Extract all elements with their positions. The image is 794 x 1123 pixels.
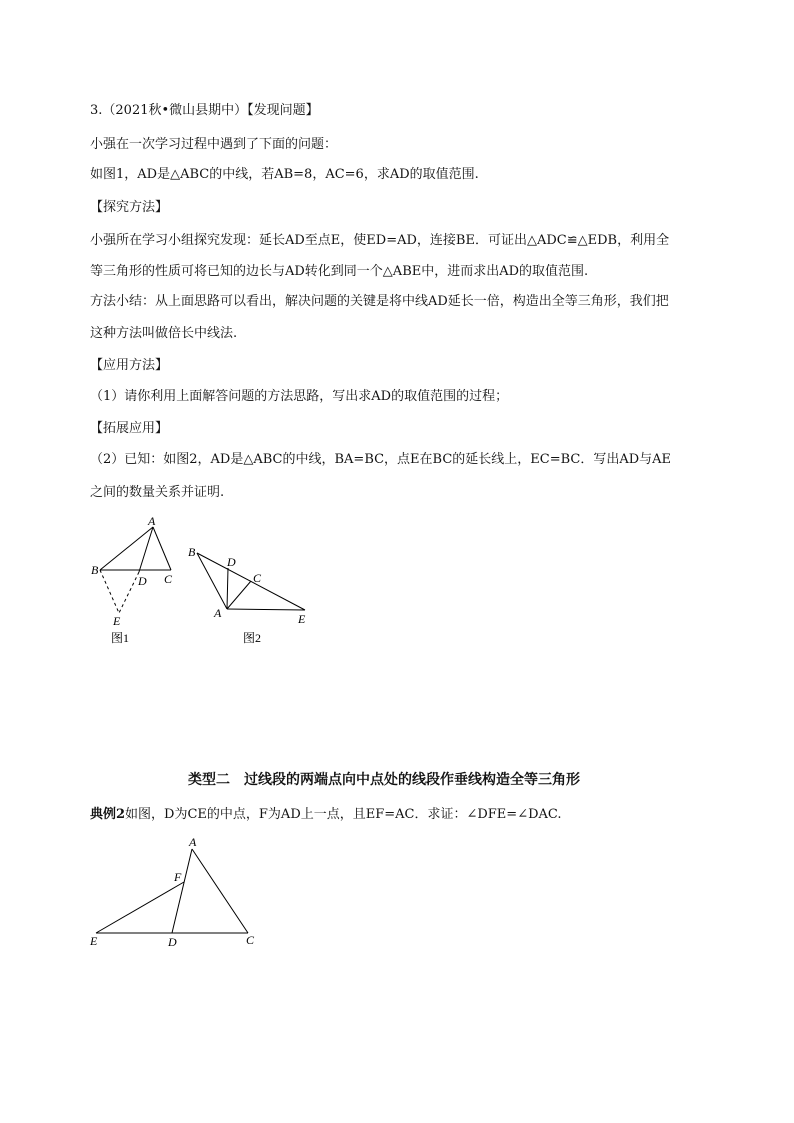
fig1-segment-ac (153, 527, 171, 570)
fig1-label-b: B (91, 563, 99, 577)
example-2-text: 如图，D为CE的中点，F为AD上一点，且EF=AC．求证：∠DFE=∠DAC. (125, 807, 562, 822)
question-2: （2）已知：如图2，AD是△ABC的中线，BA=BC，点E在BC的延长线上，EC=BC．写出AD与AE (90, 452, 672, 467)
section-apply-heading: 【应用方法】 (90, 358, 169, 373)
figure-1 (85, 513, 195, 648)
fig1-label-e: E (113, 614, 121, 628)
ex2-label-f: F (174, 870, 182, 884)
ex2-label-a: A (189, 835, 197, 849)
type-2-heading: 类型二 过线段的两端点向中点处的线段作垂线构造全等三角形 (188, 772, 580, 788)
section-extend-heading: 【拓展应用】 (90, 421, 169, 436)
fig1-segment-ad (139, 527, 153, 572)
problem-3-intro: 小强在一次学习过程中遇到了下面的问题： (90, 137, 338, 152)
ex2-segment-ac (192, 849, 248, 933)
fig2-label-b: B (188, 545, 196, 559)
fig1-label-d: D (138, 574, 147, 588)
section-explore-heading: 【探究方法】 (90, 200, 169, 215)
ex2-label-d: D (168, 935, 177, 949)
fig1-segment-de-dashed (119, 572, 139, 613)
ex2-segment-ad (172, 849, 192, 933)
problem-3-question: 如图1，AD是△ABC的中线，若AB=8，AC=6，求AD的取值范围. (90, 167, 479, 182)
fig2-label-a: A (214, 606, 222, 620)
fig1-caption: 图1 (111, 631, 130, 645)
question-1: （1）请你利用上面解答问题的方法思路，写出求AD的取值范围的过程； (90, 389, 509, 404)
fig2-segment-ae (227, 609, 305, 610)
ex2-label-e: E (90, 934, 98, 948)
fig1-label-c: C (164, 572, 173, 586)
figure-2 (185, 543, 315, 648)
fig2-caption: 图2 (243, 631, 262, 645)
explore-text-2: 等三角形的性质可将已知的边长与AD转化到同一个△ABE中，进而求出AD的取值范围. (90, 264, 589, 279)
example-2-label: 典例2 (90, 807, 126, 822)
fig2-segment-ac (227, 581, 251, 609)
fig1-segment-be-dashed (100, 570, 119, 613)
ex2-segment-ef (96, 882, 184, 933)
explore-text-1: 小强所在学习小组探究发现：延长AD至点E，使ED=AD，连接BE．可证出△ADC≌△EDB，利用全 (90, 233, 670, 248)
problem-3-header: 3.（2021秋•微山县期中）【发现问题】 (90, 103, 319, 118)
fig2-label-e: E (298, 612, 306, 626)
example-2 (90, 806, 562, 824)
fig2-segment-ad (227, 568, 228, 609)
fig1-label-a: A (148, 514, 156, 528)
fig1-segment-ab (100, 527, 153, 570)
question-2-cont: 之间的数量关系并证明. (90, 485, 225, 500)
ex2-label-c: C (246, 933, 255, 947)
example-2-figure (88, 834, 268, 954)
fig2-label-d: D (227, 555, 236, 569)
method-summary-1: 方法小结：从上面思路可以看出，解决问题的关键是将中线AD延长一倍，构造出全等三角形，我们把 (90, 294, 669, 309)
method-summary-2: 这种方法叫做倍长中线法. (90, 326, 238, 341)
fig2-label-c: C (253, 571, 262, 585)
